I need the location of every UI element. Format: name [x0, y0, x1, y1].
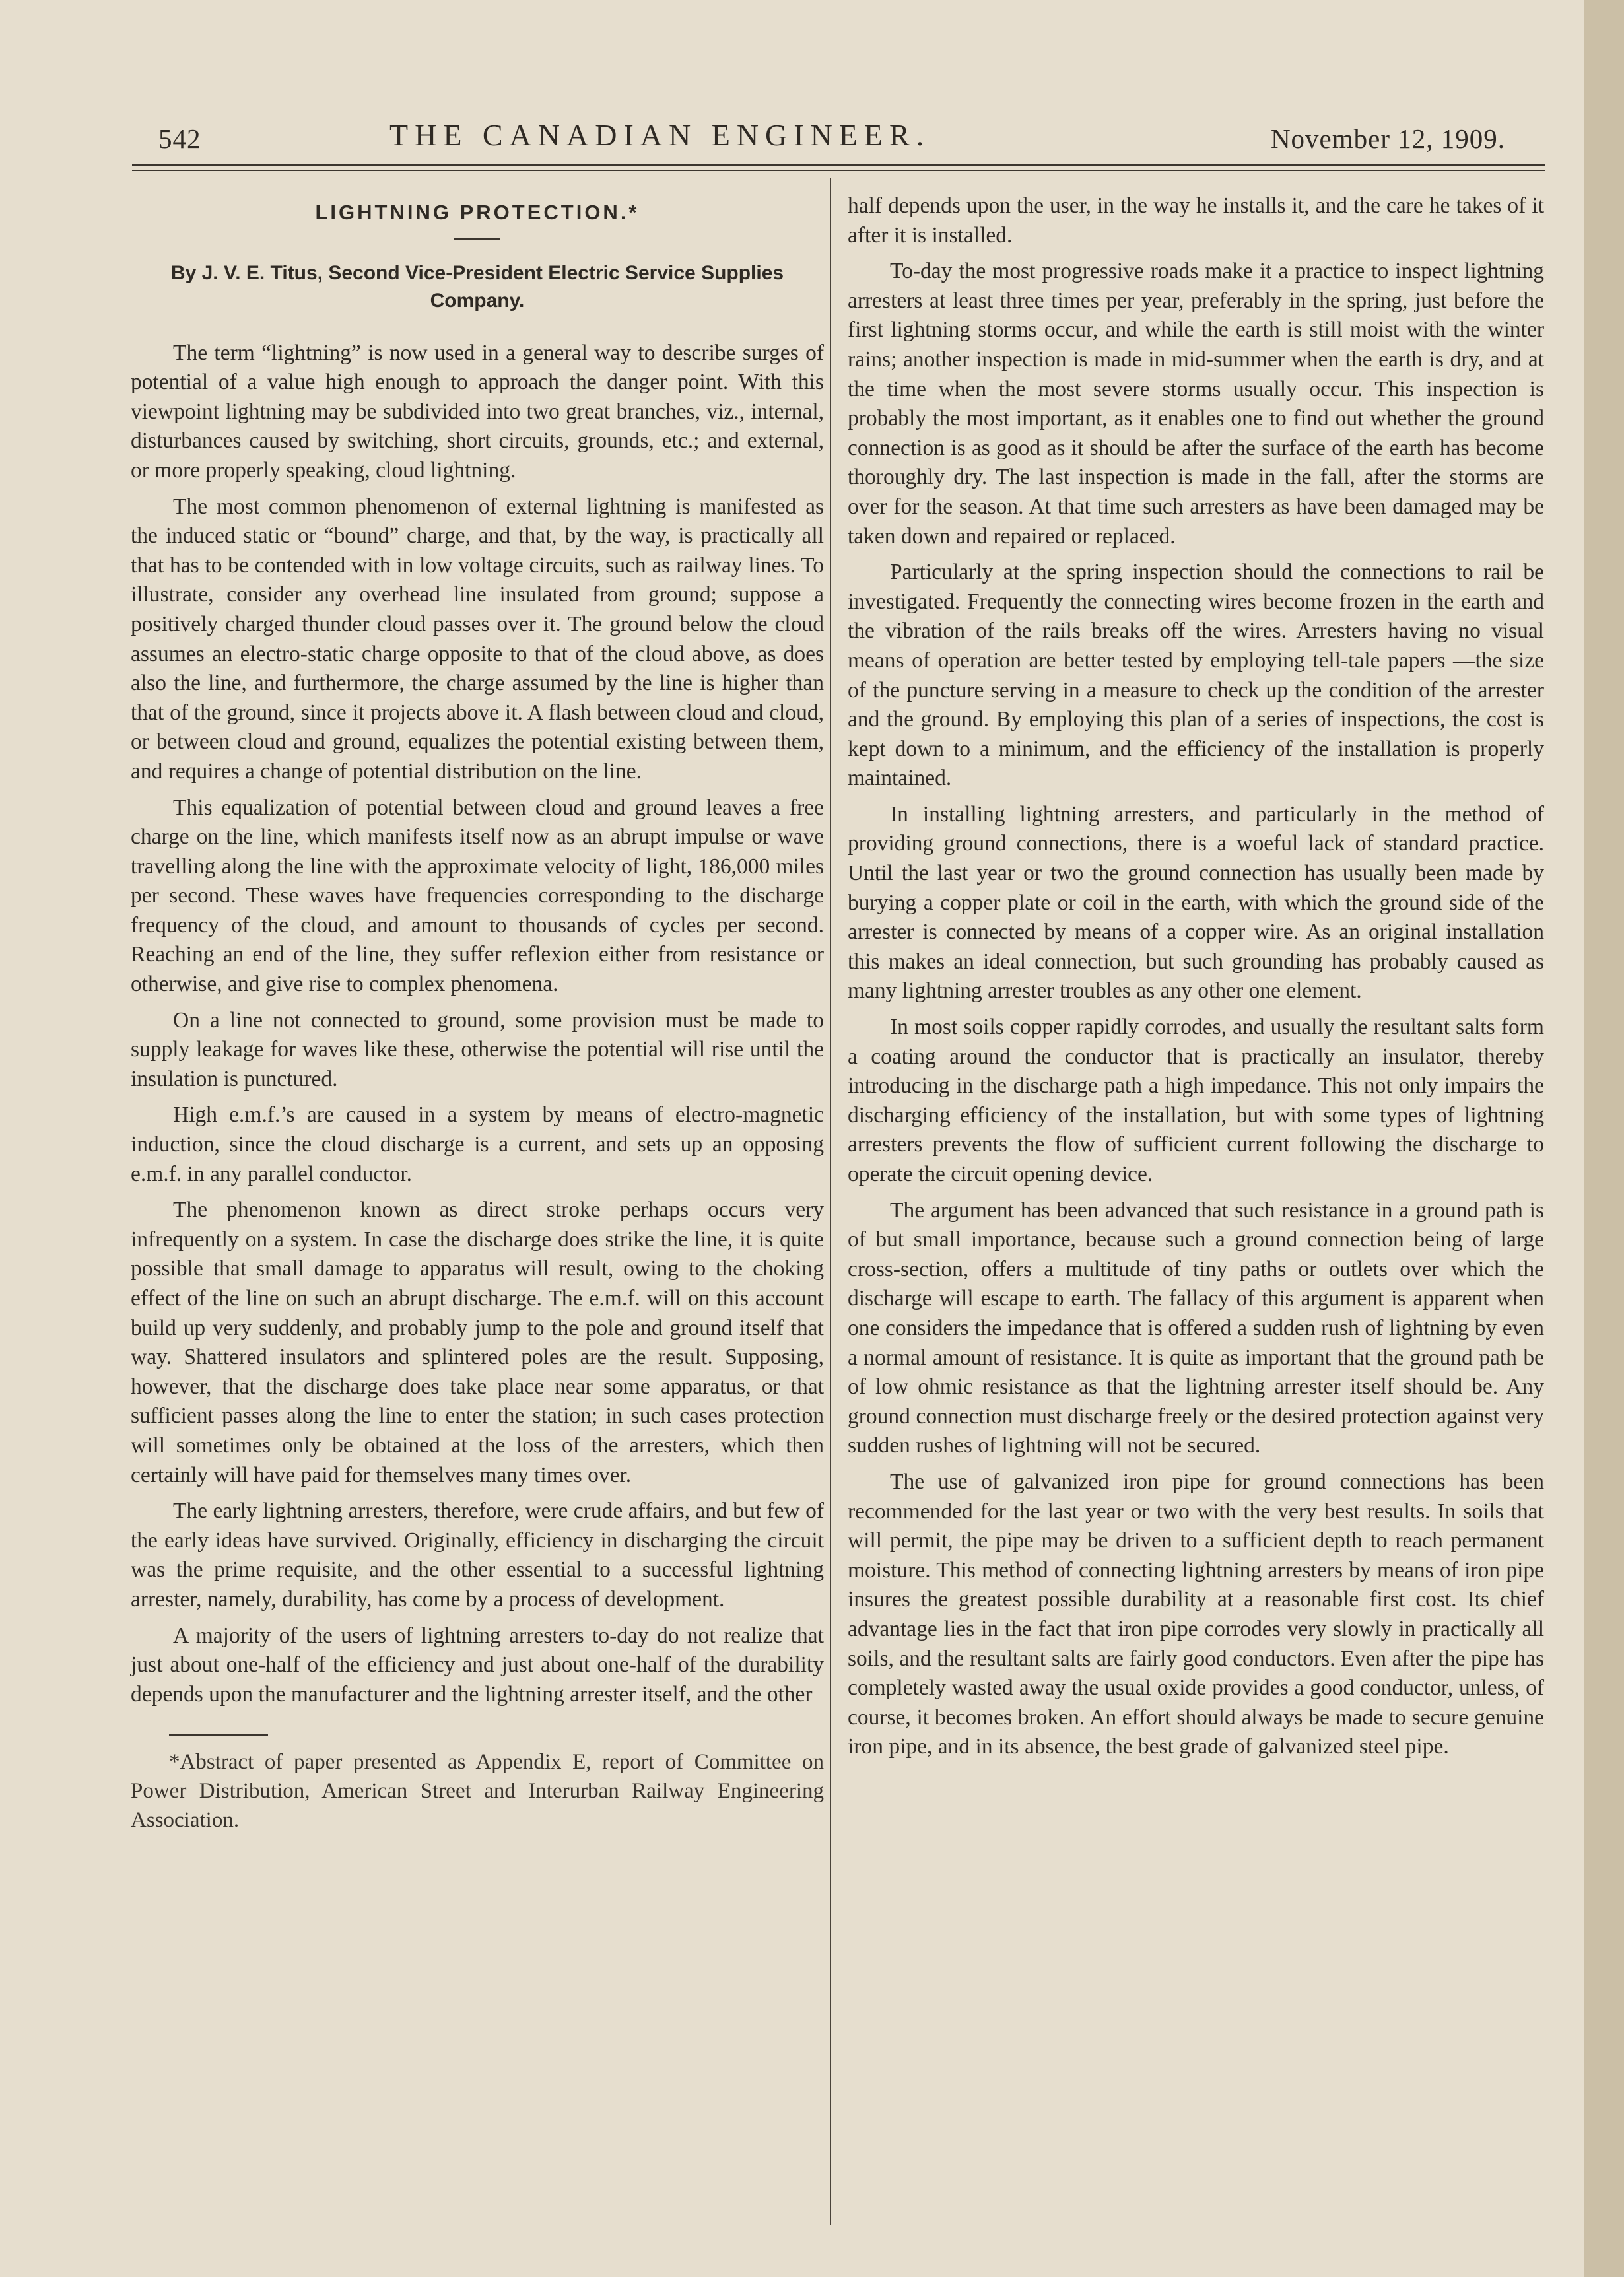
- paragraph: To-day the most progressive roads make it a practice to inspect lightning arresters at least three times per year, preferably in the spring, just before the first lightning storms occur, and while the earth is still moist with the winter rains; another inspection is made in mid-summer when the earth is dry, and at the time when the most severe storms usually occur. This inspection is probably the most important, as it enables one to find out whether the ground connection is as good as it should be after the surface of the earth has become thoroughly dry. The last inspection is made in the fall, after the storms are over for the season. At that time such arresters as have been damaged may be taken down and repaired or replaced.: [848, 259, 1544, 549]
- footnote-rule: [169, 1734, 268, 1736]
- page-number: 542: [158, 123, 201, 154]
- paragraph: The early lightning arresters, therefore, were crude affairs, and but few of the early ideas have survived. Originally, efficiency in discharging the circuit was the prime requisite, and the other essential to a successful lightning arrester, namely, durability, has come by a process of development.: [131, 1499, 824, 1612]
- paragraph: Particularly at the spring inspection should the connections to rail be investigated. Frequently the connecting wires become frozen in the earth and the vibration of the rails breaks off the wires. Arresters having no visual means of operation are better tested by employing tell-tale papers —the size of the puncture serving in a measure to check up the condition of the arrester and the ground. By employing this plan of a series of inspections, the cost is kept down to a minimum, and the efficiency of the installation is properly maintained.: [848, 560, 1544, 791]
- paragraph: In most soils copper rapidly corrodes, and usually the resultant salts form a coating around the conductor that is practically an insulator, thereby introducing in the discharge path a high impedance. This not only impairs the discharging efficiency of the installation, but with some types of lightning arresters prevents the flow of sufficient current following the discharge to operate the circuit opening device.: [848, 1015, 1544, 1186]
- paragraph: The argument has been advanced that such resistance in a ground path is of but small importance, because such a ground connection being of large cross-section, offers a multitude of tiny paths or outlets over which the discharge will escape to earth. The fallacy of this argument is apparent when one considers the impedance that is offered a sudden rush of lightning by even a normal amount of resistance. It is quite as important that the ground path be of low ohmic resistance as that the lightning arrester itself should be. Any ground connection must discharge freely or the desired protection against very sudden rushes of lightning will not be secured.: [848, 1198, 1544, 1458]
- footnote: *Abstract of paper presented as Appendix E, report of Committee on Power Distribution, American Street and Interurban Railway Engineering Association.: [131, 1750, 824, 1833]
- article-byline: By J. V. E. Titus, Second Vice-President Electric Service Supplies Company.: [170, 261, 784, 312]
- paragraph: A majority of the users of lightning arresters to-day do not realize that just about one-half of the efficiency and just about one-half of the durability depends upon the manufacturer and the lightning arrester itself, and the other: [131, 1623, 824, 1707]
- paragraph: In installing lightning arresters, and particularly in the method of providing ground connections, there is a woeful lack of standard practice. Until the last year or two the ground connection has usually been made by burying a copper plate or coil in the earth, with which the ground side of the arrester is connected by means of a copper wire. As an original installation this makes an ideal connection, but such grounding has probably caused as many lightning arrester troubles as any other one element.: [848, 801, 1544, 1003]
- paragraph: The most common phenomenon of external lightning is manifested as the induced static or “bound” charge, and that, by the way, is practically all that has to be contended with in low voltage circuits, such as railway lines. To illustrate, consider any overhead line insulated from ground; suppose a positively charged thunder cloud passes over it. The ground below the cloud assumes an electro-static charge opposite to that of the cloud above, as does also the line, and furthermore, the charge assumed by the line is higher than that of the ground, since it projects above it. A flash between cloud and cloud, or between cloud and ground, equalizes the potential existing between them, and requires a change of potential distribution on the line.: [131, 494, 824, 784]
- column-divider: [830, 178, 831, 2225]
- paragraph: The term “lightning” is now used in a general way to describe surges of potential of a value high enough to approach the danger point. With this viewpoint lightning may be subdivided into two great branches, viz., internal, disturbances caused by switching, short circuits, grounds, etc.; and external, or more properly speaking, cloud lightning.: [131, 340, 824, 483]
- right-column: [848, 191, 1544, 1769]
- paragraph: This equalization of potential between cloud and ground leaves a free charge on the line, which manifests itself now as an abrupt impulse or wave travelling along the line with the approximate velocity of light, 186,000 miles per second. These waves have frequencies corresponding to the discharge frequency of the cloud, and amount to thousands of cycles per second. Reaching an end of the line, they suffer reflexion either from resistance or otherwise, and give rise to complex phenomena.: [131, 795, 824, 997]
- title-rule: [454, 238, 500, 240]
- issue-date: November 12, 1909.: [1270, 123, 1505, 154]
- paragraph-continuation: half depends upon the user, in the way he installs it, and the care he takes of it after it is installed.: [848, 193, 1544, 248]
- running-header: [158, 118, 1505, 164]
- paragraph: The phenomenon known as direct stroke perhaps occurs very infrequently on a system. In case the discharge does strike the line, it is quite possible that small damage to apparatus will result, owing to the choking effect of the line on such an abrupt discharge. The e.m.f. will on this account build up very suddenly, and probably jump to the pole and ground itself that way. Shattered insulators and splintered poles are the result. Supposing, however, that the discharge does take place near some apparatus, or that sufficient passes along the line to enter the station; in such cases protection will sometimes only be obtained at the loss of the arresters, which then certainly will have paid for themselves many times over.: [131, 1198, 824, 1487]
- article-title: LIGHTNING PROTECTION.*: [315, 201, 640, 224]
- journal-title: THE CANADIAN ENGINEER.: [389, 118, 931, 152]
- page-edge: [1584, 0, 1624, 2277]
- paragraph: High e.m.f.’s are caused in a system by means of electro-magnetic induction, since the cloud discharge is a current, and sets up an opposing e.m.f. in any parallel conductor.: [131, 1103, 824, 1186]
- paragraph: The use of galvanized iron pipe for ground connections has been recommended for the last year or two with the very best results. In soils that will permit, the pipe may be driven to a sufficient depth to reach permanent moisture. This method of connecting lightning arresters by means of iron pipe insures the greatest possible durability at a reasonable first cost. Its chief advantage lies in the fact that iron pipe corrodes very slowly in practically all soils, and the resultant salts are fairly good conductors. Even after the pipe has completely wasted away the usual oxide provides a good conductor, unless, of course, it becomes broken. An effort should always be made to secure genuine iron pipe, and in its absence, the best grade of galvanized steel pipe.: [848, 1469, 1544, 1759]
- paragraph: On a line not connected to ground, some provision must be made to supply leakage for waves like these, otherwise the potential will rise until the insulation is punctured.: [131, 1007, 824, 1091]
- header-rule-thick: [132, 164, 1545, 166]
- header-rule-thin: [132, 170, 1545, 171]
- left-column: [131, 191, 824, 1835]
